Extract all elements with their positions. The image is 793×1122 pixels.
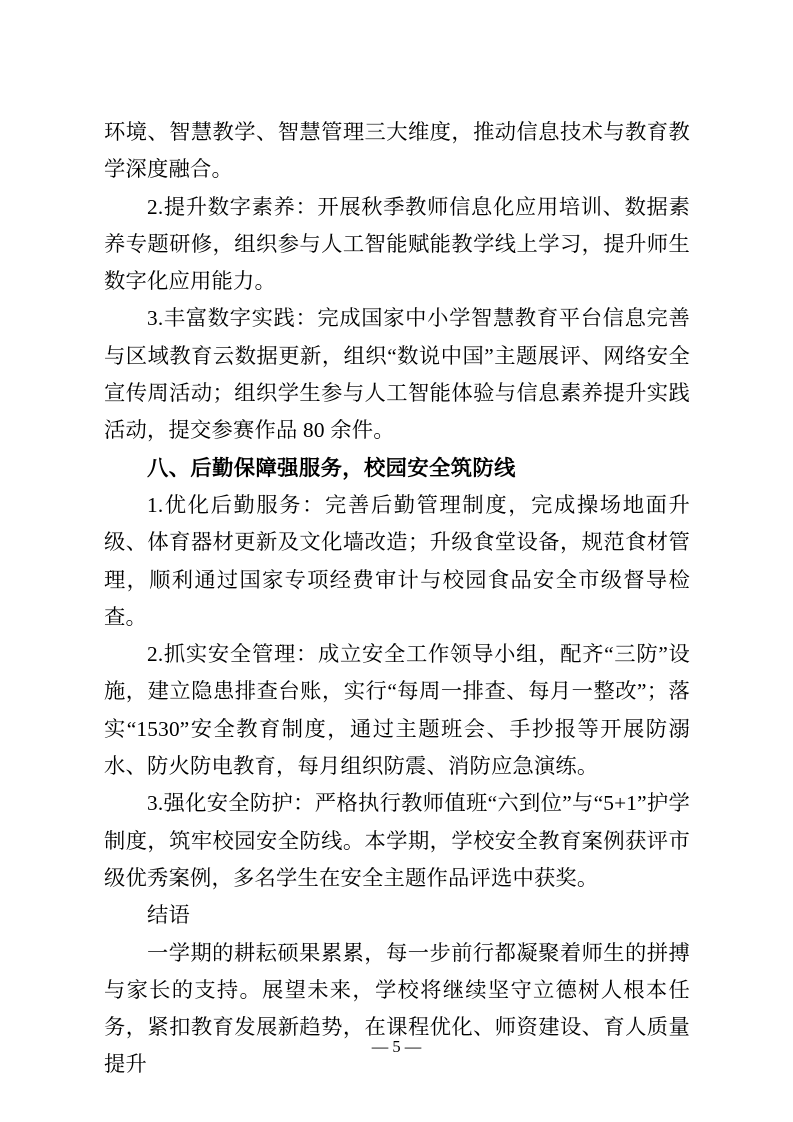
page-number: — 5 —	[371, 1037, 422, 1056]
paragraph-safety-protection: 3.强化安全防护：严格执行教师值班“六到位”与“5+1”护学制度，筑牢校园安全防线。本学期，学校安全教育案例获评市级优秀案例，多名学生在安全主题作品评选中获奖。	[104, 791, 690, 890]
paragraph-safety-management: 2.抓实安全管理：成立安全工作领导小组，配齐“三防”设施，建立隐患排查台账，实行“每周一排查、每月一整改”；落实“1530”安全教育制度，通过主题班会、手抄报等开展防溺水、防火防电教育，每月组织防震、消防应急演练。	[104, 642, 690, 779]
conclusion-label: 结语	[147, 903, 190, 928]
document-body	[104, 114, 690, 1084]
heading-section-8: 八、后勤保障强服务，校园安全筑防线	[147, 455, 516, 480]
page-footer	[0, 1035, 793, 1059]
paragraph-conclusion: 一学期的耕耘硕果累累，每一步前行都凝聚着师生的拼搏与家长的支持。展望未来，学校将继续坚守立德树人根本任务，紧扣教育发展新趋势，在课程优化、师资建设、育人质量提升	[104, 940, 690, 1077]
paragraph-digital-literacy: 2.提升数字素养：开展秋季教师信息化应用培训、数据素养专题研修，组织参与人工智能赋能教学线上学习，提升师生数字化应用能力。	[104, 194, 690, 294]
paragraph-logistics-service: 1.优化后勤服务：完善后勤管理制度，完成操场地面升级、体育器材更新及文化墙改造；升级食堂设备，规范食材管理，顺利通过国家专项经费审计与校园食品安全市级督导检查。	[104, 492, 690, 629]
paragraph-smart-edu-continuation: 环境、智慧教学、智慧管理三大维度，推动信息技术与教育教学深度融合。	[104, 120, 690, 182]
paragraph-digital-practice: 3.丰富数字实践：完成国家中小学智慧教育平台信息完善与区域教育云数据更新，组织“数说中国”主题展评、网络安全宣传周活动；组织学生参与人工智能体验与信息素养提升实践活动，提交参赛作品 80 余件。	[104, 306, 690, 443]
